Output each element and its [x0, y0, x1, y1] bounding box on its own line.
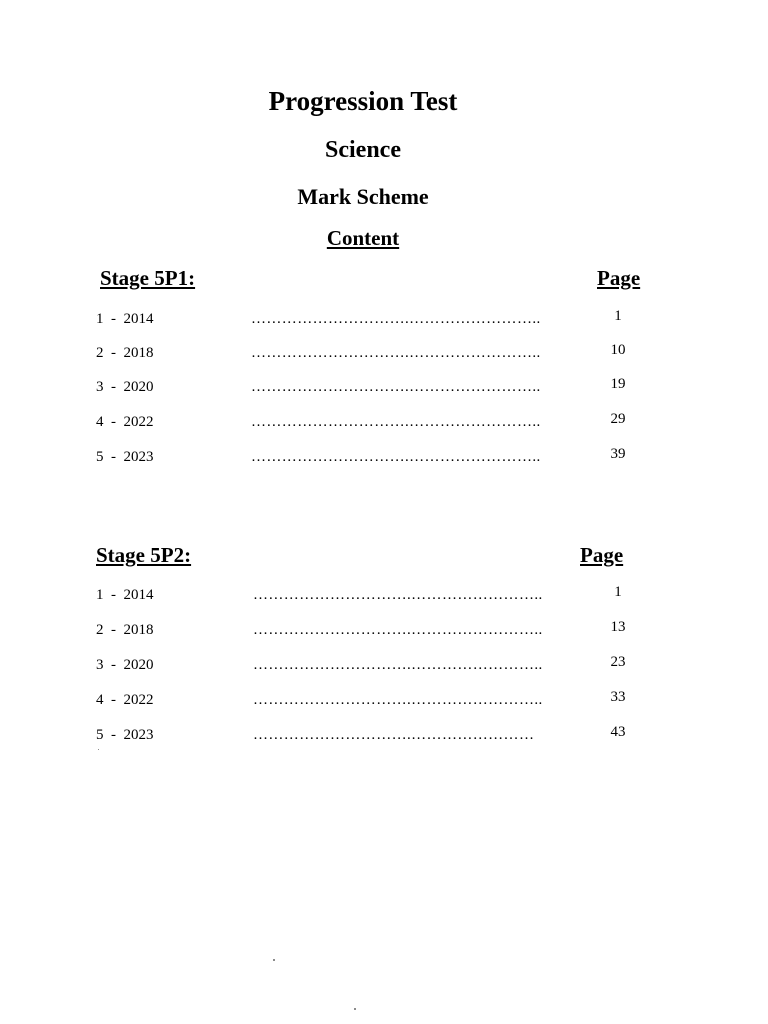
toc-dot-leader: ………………………….……………………..: [251, 345, 541, 361]
toc-dot-leader: ………………………….……………………..: [253, 587, 543, 603]
toc-entry: [0, 584, 768, 609]
stage-title: Stage 5P2:: [96, 543, 192, 567]
scan-speck: [354, 1008, 356, 1010]
toc-entry-label: 2 - 2018: [96, 622, 154, 638]
toc-entry: [0, 724, 768, 749]
toc-entry-page: 10: [610, 342, 626, 358]
scan-speck: [98, 749, 99, 750]
toc-entry-label: 5 - 2023: [96, 449, 154, 465]
toc-entry: [0, 411, 768, 436]
toc-dot-leader: ………………………….……………………..: [253, 657, 543, 673]
toc-entry: [0, 689, 768, 714]
toc-entry-label: 2 - 2018: [96, 345, 154, 361]
toc-dot-leader: ………………………….……………………: [253, 727, 535, 743]
toc-entry-page: 19: [610, 376, 626, 392]
page-column-heading: Page: [597, 266, 641, 290]
toc-entry-page: 29: [610, 411, 626, 427]
toc-entry-page: 33: [610, 689, 626, 705]
toc-dot-leader: ………………………….……………………..: [253, 622, 543, 638]
toc-entry: [0, 619, 768, 644]
toc-entry-label: 1 - 2014: [96, 587, 154, 603]
mark-scheme-heading: Mark Scheme: [297, 184, 429, 209]
toc-entry: [0, 376, 768, 401]
toc-entry-page: 43: [610, 724, 626, 740]
toc-entry-label: 3 - 2020: [96, 379, 154, 395]
toc-dot-leader: ………………………….……………………..: [251, 414, 541, 430]
scan-speck: [273, 959, 275, 961]
toc-dot-leader: ………………………….……………………..: [251, 449, 541, 465]
toc-entry-label: 5 - 2023: [96, 727, 154, 743]
toc-entry-page: 23: [610, 654, 626, 670]
toc-entry-label: 4 - 2022: [96, 692, 154, 708]
toc-entry: [0, 654, 768, 679]
toc-entry-label: 3 - 2020: [96, 657, 154, 673]
toc-entry-page: 1: [614, 308, 622, 324]
toc-dot-leader: ………………………….……………………..: [251, 311, 541, 327]
toc-dot-leader: ………………………….……………………..: [251, 379, 541, 395]
page-column-heading: Page: [580, 543, 624, 567]
toc-entry-page: 1: [614, 584, 622, 600]
document-title: Progression Test: [268, 86, 458, 116]
toc-entry-label: 4 - 2022: [96, 414, 154, 430]
subject-heading: Science: [325, 137, 401, 163]
toc-entry-page: 39: [610, 446, 626, 462]
toc-entry-page: 13: [610, 619, 626, 635]
toc-entry: [0, 308, 768, 333]
contents-heading: Content: [326, 226, 400, 250]
toc-entry: [0, 342, 768, 367]
toc-entry-label: 1 - 2014: [96, 311, 154, 327]
stage-title: Stage 5P1:: [100, 266, 196, 290]
toc-entry: [0, 446, 768, 471]
toc-dot-leader: ………………………….……………………..: [253, 692, 543, 708]
